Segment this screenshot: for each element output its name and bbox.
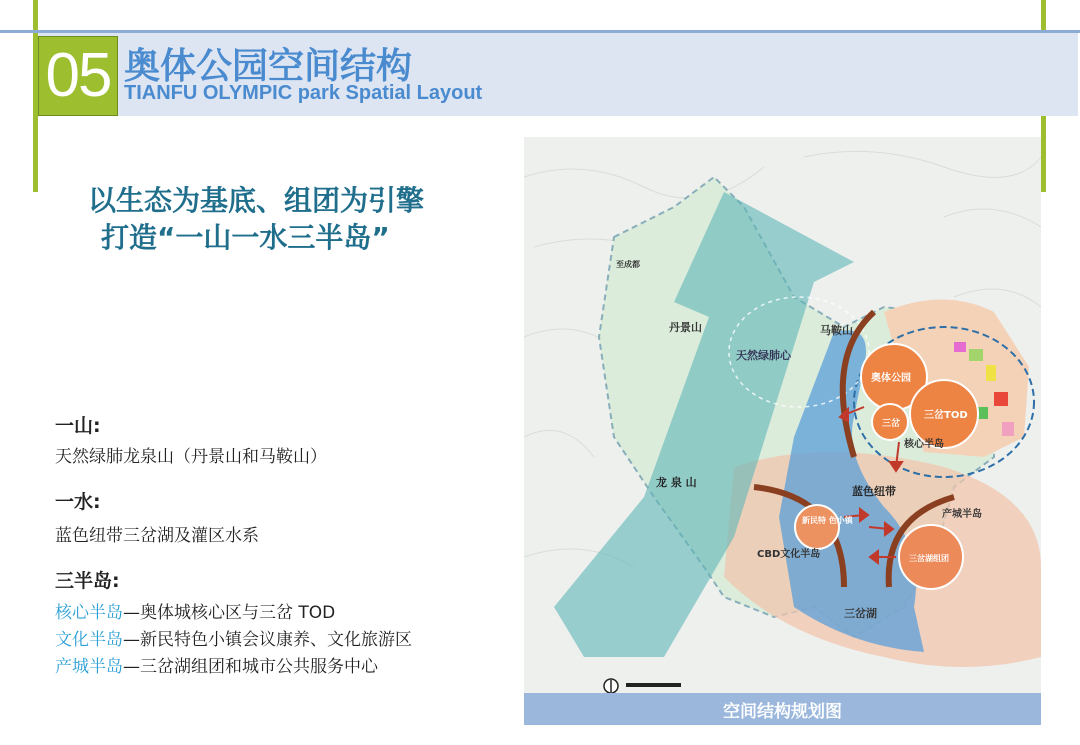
label-olympic-park: 奥体公园 [871, 373, 911, 384]
spatial-structure-map [524, 137, 1041, 725]
label-core-peninsula: 核心半岛 [904, 439, 944, 450]
page-subtitle: TIANFU OLYMPIC park Spatial Layout [124, 82, 483, 104]
water-heading: 一水: [55, 491, 101, 513]
label-zhicheng: 至成都 [616, 260, 640, 269]
water-body: 蓝色纽带三岔湖及灌区水系 [55, 526, 259, 546]
peninsula-core-name: 核心半岛 [55, 603, 123, 623]
peninsula-industry-name: 产城半岛 [55, 657, 123, 677]
label-xinmin: 新民特 色小镇 [802, 516, 853, 525]
label-maan: 马鞍山 [820, 324, 853, 337]
section-number: 05 [38, 36, 118, 116]
mountain-heading: 一山: [55, 415, 101, 437]
peninsula-core-desc: —奥体城核心区与三岔 TOD [123, 603, 336, 623]
label-sanchahu-cluster: 三岔湖组团 [909, 554, 949, 563]
mountain-body: 天然绿肺龙泉山（丹景山和马鞍山） [55, 447, 327, 467]
peninsula-industry [55, 652, 378, 677]
peninsulas-heading: 三半岛: [55, 570, 120, 592]
slogan-line-2: 打造“一山一水三半岛” [101, 221, 390, 254]
page-title: 奥体公园空间结构 [124, 46, 413, 87]
label-sanchahu: 三岔湖 [844, 607, 877, 620]
peninsula-culture-name: 文化半岛 [55, 630, 123, 650]
xinmin-circle [795, 505, 839, 549]
peninsula-industry-desc: —三岔湖组团和城市公共服务中心 [123, 657, 378, 677]
map-caption: 空间结构规划图 [723, 702, 842, 722]
slogan-line-1: 以生态为基底、组团为引擎 [88, 184, 425, 217]
peninsula-culture-desc: —新民特色小镇会议康养、文化旅游区 [123, 630, 412, 650]
label-cbd: CBD文化半岛 [757, 549, 821, 560]
peninsula-core [55, 598, 335, 623]
peninsula-culture [55, 625, 412, 650]
label-blue-belt: 蓝色纽带 [852, 485, 896, 498]
label-danjing: 丹景山 [669, 321, 702, 334]
label-sancha-tod: 三岔TOD [924, 410, 968, 421]
label-industry-peninsula: 产城半岛 [942, 509, 982, 520]
label-sancha: 三岔 [882, 419, 901, 429]
label-longquan: 龙 泉 山 [656, 476, 697, 489]
label-tianran: 天然绿肺心 [736, 349, 791, 362]
